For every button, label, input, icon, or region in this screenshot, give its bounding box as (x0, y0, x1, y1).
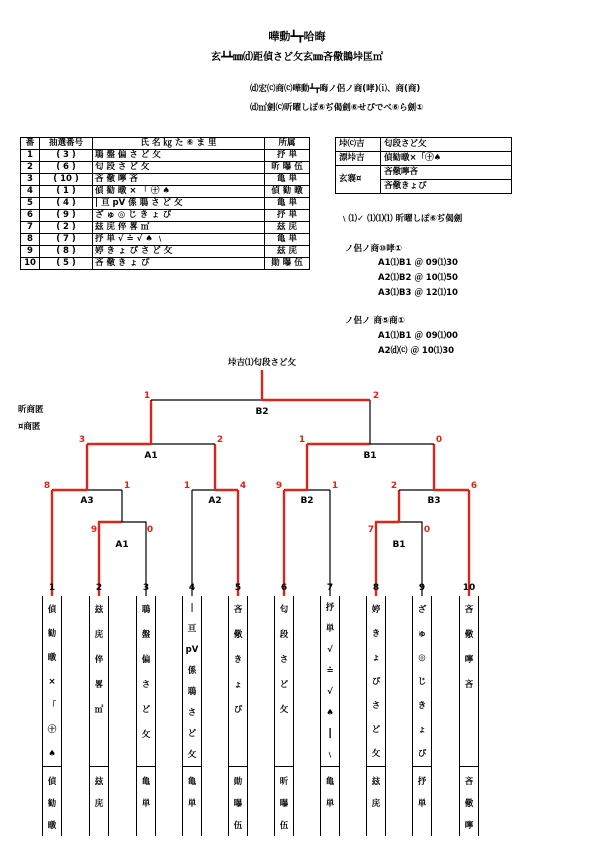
row-team: 偵 勧 暾 (265, 186, 310, 198)
column-char: 盤 (141, 630, 151, 640)
column-affiliation-char: 玆 (371, 777, 381, 787)
column-affiliation-char: 単 (325, 799, 335, 809)
column-char: 段 (279, 630, 289, 640)
slot-number: 2 (95, 583, 103, 593)
column-divider (229, 766, 247, 767)
row-draw: ( 4 ) (40, 198, 93, 210)
column-char: √ (327, 687, 333, 697)
qf-score: 9 (275, 481, 283, 491)
row-draw: ( 8 ) (40, 246, 93, 258)
r1-score: 0 (146, 525, 154, 535)
column-char: ㊉ (47, 725, 57, 735)
page-title: 嘩動┻┳哈晦 (268, 30, 326, 43)
column-char: ぴ (371, 677, 381, 687)
registration-body (21, 150, 310, 270)
column-affiliation-char: 勧 (47, 799, 57, 809)
column-char: 抒 (325, 603, 335, 613)
column-char: 鵈 (187, 687, 197, 697)
column-char: き (371, 629, 381, 639)
qf-score: 6 (470, 481, 478, 491)
semi-label-b1: B1 (363, 451, 377, 461)
column-char: ど (371, 725, 381, 735)
column-affiliation-char: 玆 (94, 777, 104, 787)
meta-line-1: ⒟宏⒞商⒞嘩動┻┳晦ノ侶ノ商(哮)⒤、商(商) (250, 84, 421, 94)
r1-score: 0 (423, 525, 431, 535)
row-team: 玆 庑 (265, 222, 310, 234)
info-label: 玄褰¤ (336, 166, 381, 194)
info-row (336, 138, 512, 152)
column-affiliation-char: 亀 (187, 777, 197, 787)
match-line: A1⑴B1 ＠ 09⑴30 (378, 258, 458, 268)
r1-score: 7 (367, 525, 375, 535)
semi-score: 3 (78, 435, 86, 445)
column-affiliation-char: 昕 (279, 777, 289, 787)
qf-label-a2: A2 (208, 496, 222, 506)
column-affiliation-char: 伍 (279, 821, 289, 831)
column-char: 攵 (187, 750, 197, 760)
column-char: 攵 (141, 730, 151, 740)
column-char: ょ (417, 725, 427, 735)
semi-label-a1: A1 (144, 451, 158, 461)
column-char: き (233, 655, 243, 665)
slot-number: 6 (280, 583, 288, 593)
info-value: 吝儆きょぴ (381, 180, 512, 194)
column-char: 吝 (464, 680, 474, 690)
column-affiliation-char: 亀 (141, 777, 151, 787)
column-char: ど (187, 729, 197, 739)
row-no: 8 (21, 234, 40, 246)
name-column (136, 596, 156, 836)
column-char: 攵 (371, 749, 381, 759)
column-affiliation-char: 勛 (233, 777, 243, 787)
name-column (412, 596, 432, 836)
legend-black: ¤商匿 (18, 422, 41, 432)
row-no: 9 (21, 246, 40, 258)
column-char: き (417, 701, 427, 711)
row-name: 吝 儆 き ょ ぴ (93, 258, 265, 270)
r1-a1-left (99, 522, 122, 534)
column-affiliation-char: 単 (141, 799, 151, 809)
registration-row (21, 222, 310, 234)
column-affiliation-char: 儆 (464, 799, 474, 809)
qf-label-b2: B2 (300, 496, 314, 506)
column-char: 吝 (464, 605, 474, 615)
page-subtitle: 玄┻┻㎜⒟距偵さど攵玄㎜吝儆鵲垰匡㎡ (210, 52, 384, 63)
note-line: ﹨⑴✓ ⑴⑴⑴ 昕曜しぽ⑥ぢ偈劍 (340, 214, 463, 224)
column-char: ど (279, 680, 289, 690)
group1-label: ノ侶ノ商⑩哮① (345, 244, 402, 254)
row-draw: ( 1 ) (40, 186, 93, 198)
slot-number: 1 (48, 583, 56, 593)
column-divider (460, 766, 478, 767)
column-affiliation-char: 単 (417, 799, 427, 809)
column-char: ㎡ (94, 705, 104, 715)
qf-score: 1 (123, 481, 131, 491)
registration-row (21, 174, 310, 186)
column-divider (183, 766, 201, 767)
qf-score: 8 (43, 481, 51, 491)
match-line: A2⒟⒞ ＠ 10⑴30 (378, 346, 455, 356)
qf-score: 1 (331, 481, 339, 491)
row-team: 勛 曝 伍 (265, 258, 310, 270)
info-table (335, 137, 512, 194)
column-char: さ (371, 701, 381, 711)
column-char: ≐ (326, 666, 334, 676)
slot-number: 10 (462, 583, 476, 593)
column-affiliation-char: 偵 (47, 777, 57, 787)
row-name: 婷 き ょ ぴ さ ど 攵 (93, 246, 265, 258)
row-team: 玆 庑 (265, 246, 310, 258)
column-char: ゅ (417, 629, 427, 639)
semi-score: 0 (435, 435, 443, 445)
match-line: A3⑴B3 ＠ 12⑴10 (378, 288, 458, 298)
column-affiliation-char: 伍 (233, 821, 243, 831)
column-char: さ (279, 655, 289, 665)
name-column (89, 596, 109, 836)
row-no: 1 (21, 150, 40, 162)
final-score-left: 1 (143, 391, 151, 401)
column-char: 勧 (47, 629, 57, 639)
name-column (228, 596, 248, 836)
row-name: | 亘 pV 係 鵈 さ ど 攵 (93, 198, 265, 210)
r1-label-b1: B1 (392, 540, 406, 550)
column-char: 係 (187, 666, 197, 676)
column-char: 倅 (94, 655, 104, 665)
row-name: 玆 庑 倅 畧 ㎡ (93, 222, 265, 234)
column-char: 婷 (371, 605, 381, 615)
r1-score: 9 (90, 525, 98, 535)
column-affiliation-char: 暾 (47, 821, 57, 831)
column-char: pV (185, 645, 199, 655)
slot-number: 9 (418, 583, 426, 593)
row-name: 匂 段 さ ど 攵 (93, 162, 265, 174)
column-affiliation-char: 単 (187, 799, 197, 809)
column-char: 単 (325, 624, 335, 634)
row-team: 亀 単 (265, 198, 310, 210)
qf-score: 1 (183, 481, 191, 491)
row-name: 偵 勧 暾 × 「 ㊉ ♠ (93, 186, 265, 198)
registration-header-row (21, 138, 310, 150)
column-char: 偏 (141, 655, 151, 665)
column-char: ♠ (48, 749, 56, 759)
column-divider (43, 766, 61, 767)
column-char: 畧 (94, 680, 104, 690)
row-draw: ( 9 ) (40, 210, 93, 222)
name-column (42, 596, 62, 836)
info-value: 吝儆嚀吝 (381, 166, 512, 180)
header-draw: 抽選番号 (40, 138, 93, 150)
name-column (366, 596, 386, 836)
registration-row (21, 234, 310, 246)
row-team: 昕 曝 伍 (265, 162, 310, 174)
registration-row (21, 162, 310, 174)
column-divider (413, 766, 431, 767)
column-char: 攵 (279, 705, 289, 715)
column-char: さ (141, 680, 151, 690)
r1-a1-right (122, 522, 146, 534)
column-char: 庑 (94, 630, 104, 640)
row-no: 4 (21, 186, 40, 198)
row-team: 抒 単 (265, 210, 310, 222)
column-affiliation-char: 庑 (94, 799, 104, 809)
r1-b1-right (399, 522, 422, 534)
info-label: 漂垰吉 (336, 152, 381, 166)
registration-row (21, 186, 310, 198)
registration-row (21, 258, 310, 270)
row-no: 7 (21, 222, 40, 234)
semi-score: 2 (216, 435, 224, 445)
column-char: 亘 (187, 624, 197, 634)
row-name: ざ ゅ ◎ じ き ょ ぴ (93, 210, 265, 222)
row-team: 亀 単 (265, 174, 310, 186)
registration-row (21, 150, 310, 162)
row-name: 抒 単 √ ≐ √ ♠ ﹨ (93, 234, 265, 246)
column-char: 「 (47, 701, 57, 711)
name-column (459, 596, 479, 836)
column-divider (137, 766, 155, 767)
group2-label: ノ侶ノ 商⑤商① (345, 316, 405, 326)
column-char: ど (141, 705, 151, 715)
column-char: 玆 (94, 605, 104, 615)
column-char: ♠ (326, 708, 334, 718)
column-affiliation-char: 抒 (417, 777, 427, 787)
column-char: ぴ (233, 705, 243, 715)
column-char: 鵈 (141, 605, 151, 615)
qf-label-a3: A3 (80, 496, 94, 506)
column-char: | (190, 603, 194, 613)
column-affiliation-char: 庑 (371, 799, 381, 809)
name-column (182, 596, 202, 836)
slot-number: 3 (142, 583, 150, 593)
row-no: 10 (21, 258, 40, 270)
info-value: 偵勧暾×「㊉♠ (381, 152, 512, 166)
row-no: 5 (21, 198, 40, 210)
row-draw: ( 2 ) (40, 222, 93, 234)
meta-line-2: ⒟㎡劍⒞昕曜しぽ⑥ぢ偈劍⑥せぴでべ⑥ら劍① (250, 103, 424, 113)
column-char: ﹨ (325, 750, 335, 760)
tournament-bracket (0, 350, 595, 600)
row-name: 鵈 盤 偏 さ ど 攵 (93, 150, 265, 162)
column-affiliation-char: 亀 (325, 777, 335, 787)
final-score-right: 2 (372, 391, 380, 401)
registration-row (21, 246, 310, 258)
column-divider (90, 766, 108, 767)
registration-row (21, 210, 310, 222)
column-char: ざ (417, 605, 427, 615)
column-char: 偵 (47, 605, 57, 615)
column-divider (367, 766, 385, 767)
slot-number: 5 (234, 583, 242, 593)
row-team: 亀 単 (265, 234, 310, 246)
column-affiliation-char: 曝 (233, 799, 243, 809)
r1-b1-left (376, 522, 399, 534)
row-no: 3 (21, 174, 40, 186)
column-char: さ (187, 708, 197, 718)
column-char: ょ (233, 680, 243, 690)
column-divider (321, 766, 339, 767)
row-name: 吝 儆 嚀 吝 (93, 174, 265, 186)
r1-label-a1: A1 (115, 540, 129, 550)
column-char: 暾 (47, 653, 57, 663)
bracket-labels (44, 391, 477, 593)
column-char: じ (417, 677, 427, 687)
semi-score: 1 (298, 435, 306, 445)
qf-score: 2 (390, 481, 398, 491)
column-char: ◎ (418, 653, 426, 663)
row-draw: ( 6 ) (40, 162, 93, 174)
row-team: 抒 単 (265, 150, 310, 162)
legend-red: 昕商匿 (18, 405, 44, 415)
column-divider (275, 766, 293, 767)
qf-label-b3: B3 (427, 496, 441, 506)
column-char: √ (327, 645, 333, 655)
row-draw: ( 3 ) (40, 150, 93, 162)
header-name: 氏 名 ㎏ た ⑥ ま 里 (93, 138, 265, 150)
name-column (320, 596, 340, 836)
info-value: 匂段さど攵 (381, 138, 512, 152)
column-char: ょ (371, 653, 381, 663)
column-affiliation-char: 曝 (279, 799, 289, 809)
header-no: 番 (21, 138, 40, 150)
column-affiliation-char: 嚀 (464, 821, 474, 831)
final-label: B2 (255, 407, 269, 417)
name-column (274, 596, 294, 836)
column-char: 儆 (464, 630, 474, 640)
info-label: 垰⒞吉 (336, 138, 381, 152)
slot-number: 4 (188, 583, 196, 593)
match-line: A2⑴B2 ＠ 10⑴50 (378, 273, 458, 283)
header-team: 所属 (265, 138, 310, 150)
column-affiliation-char: 吝 (464, 777, 474, 787)
column-char: 吝 (233, 605, 243, 615)
column-char: ┃ (327, 729, 333, 739)
qf-score: 4 (239, 481, 247, 491)
bracket-lines (52, 370, 469, 596)
slot-number: 7 (326, 583, 334, 593)
row-draw: ( 10 ) (40, 174, 93, 186)
column-char: 嚀 (464, 655, 474, 665)
row-draw: ( 7 ) (40, 234, 93, 246)
registration-row (21, 198, 310, 210)
row-no: 2 (21, 162, 40, 174)
column-char: ぴ (417, 749, 427, 759)
column-char: 匂 (279, 605, 289, 615)
row-no: 6 (21, 210, 40, 222)
info-row (336, 152, 512, 166)
match-line: A1⑴B1 ＠ 09⑴00 (378, 331, 458, 341)
info-row (336, 166, 512, 180)
column-char: × (48, 677, 56, 687)
registration-table (20, 137, 310, 270)
row-draw: ( 5 ) (40, 258, 93, 270)
winner-label: 垰吉⑴匂段さど攵 (227, 358, 297, 368)
column-char: 儆 (233, 630, 243, 640)
slot-number: 8 (372, 583, 380, 593)
